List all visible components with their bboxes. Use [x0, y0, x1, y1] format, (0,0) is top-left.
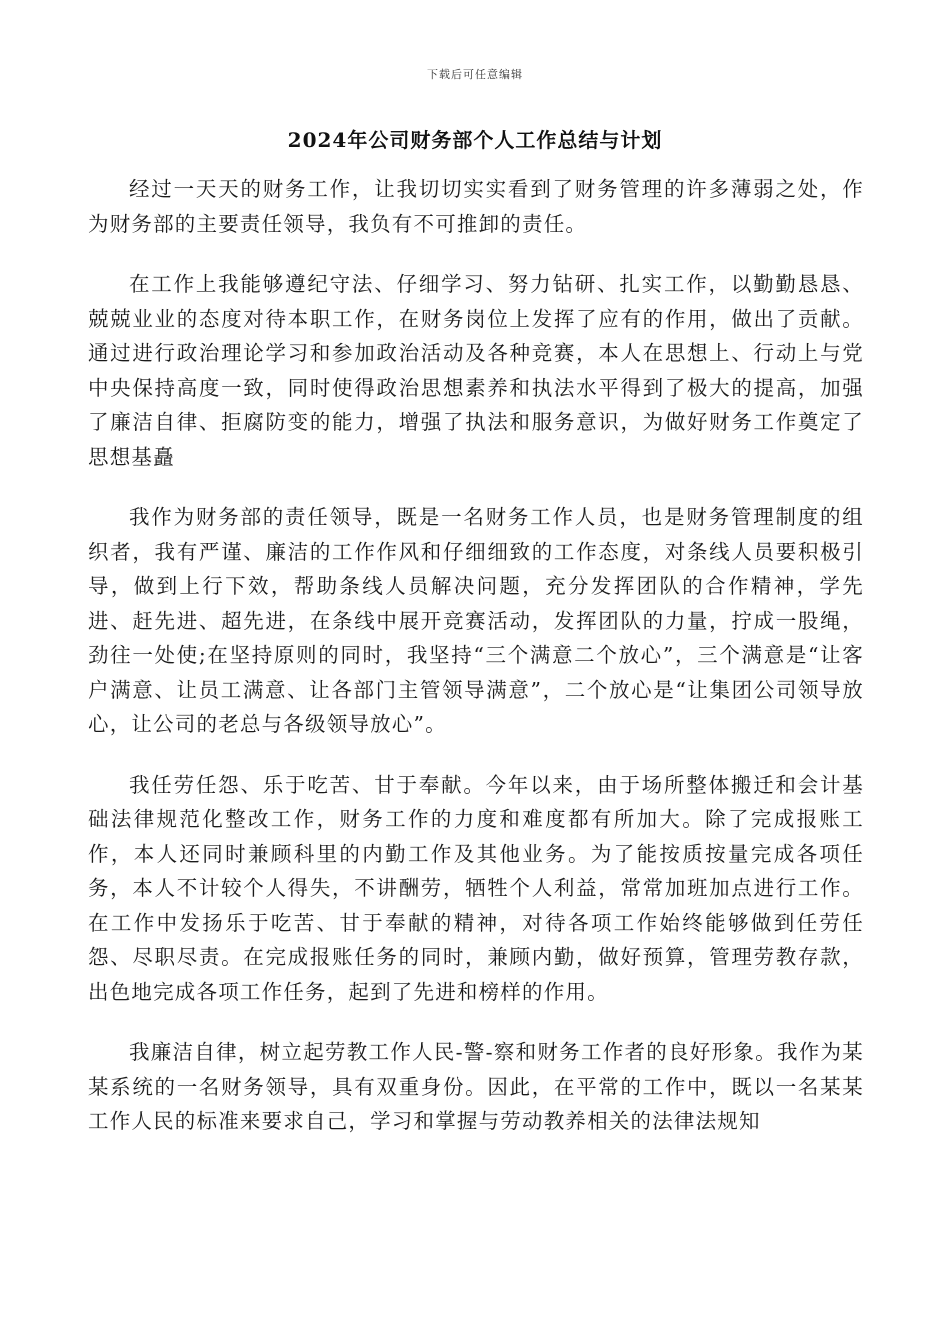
- paragraph-4: 我任劳任怨、乐于吃苦、甘于奉献。今年以来，由于场所整体搬迁和会计基础法律规范化整改工作，财务工作的力度和难度都有所加大。除了完成报账工作，本人还同时兼顾科里的内勤工作及其他业务。为了能按质按量完成各项任务，本人不计较个人得失，不讲酬劳，牺牲个人利益，常常加班加点进行工作。在工作中发扬乐于吃苦、甘于奉献的精神，对待各项工作始终能够做到任劳任怨、尽职尽责。在完成报账任务的同时，兼顾内勤，做好预算，管理劳教存款，出色地完成各项工作任务，起到了先进和榜样的作用。: [88, 772, 864, 1004]
- paragraph-5: 我廉洁自律，树立起劳教工作人民-警-察和财务工作者的良好形象。我作为某某系统的一名财务领导，具有双重身份。因此，在平常的工作中，既以一名某某工作人民的标准来要求自己，学习和掌握与劳动教养相关的法律法规知: [88, 1040, 864, 1133]
- document-title: 2024年公司财务部个人工作总结与计划: [287, 128, 663, 152]
- paragraph-2: 在工作上我能够遵纪守法、仔细学习、努力钻研、扎实工作，以勤勤恳恳、兢兢业业的态度对待本职工作，在财务岗位上发挥了应有的作用，做出了贡献。通过进行政治理论学习和参加政治活动及各种竞赛，本人在思想上、行动上与党中央保持高度一致，同时使得政治思想素养和执法水平得到了极大的提高，加强了廉洁自律、拒腐防变的能力，增强了执法和服务意识，为做好财务工作奠定了思想基矗: [88, 272, 864, 469]
- header-note: 下载后可任意编辑: [427, 68, 523, 81]
- paragraph-1: 经过一天天的财务工作，让我切切实实看到了财务管理的许多薄弱之处，作为财务部的主要责任领导，我负有不可推卸的责任。: [88, 177, 864, 236]
- paragraph-3: 我作为财务部的责任领导，既是一名财务工作人员，也是财务管理制度的组织者，我有严谨、廉洁的工作作风和仔细细致的工作态度，对条线人员要积极引导，做到上行下效，帮助条线人员解决问题，充分发挥团队的合作精神，学先进、赶先进、超先进，在条线中展开竞赛活动，发挥团队的力量，拧成一股绳，劲往一处使;在坚持原则的同时，我坚持“三个满意二个放心”，三个满意是“让客户满意、让员工满意、让各部门主管领导满意”，二个放心是“让集团公司领导放心，让公司的老总与各级领导放心”。: [88, 505, 864, 736]
- document-body: [88, 172, 864, 1165]
